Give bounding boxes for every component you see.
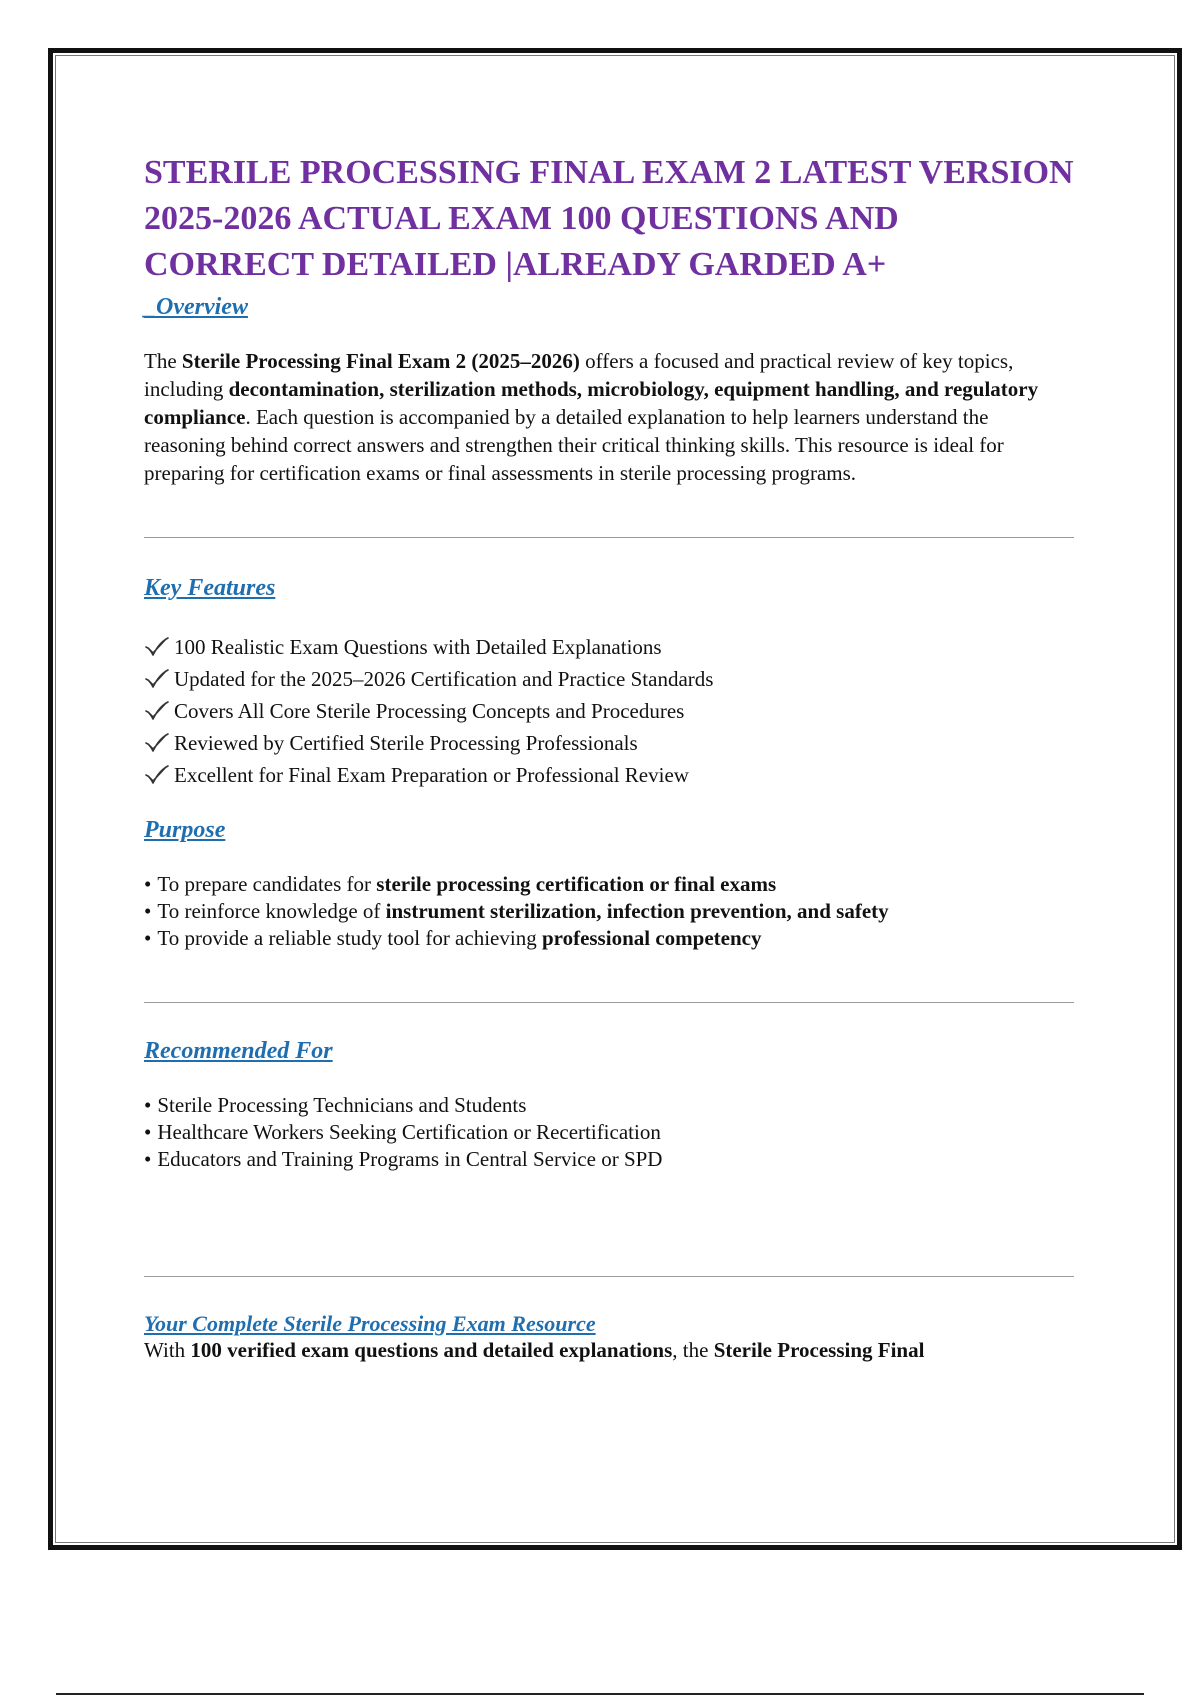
recommended-item	[144, 1146, 1074, 1173]
purpose-item	[144, 925, 1074, 952]
resource-heading: Your Complete Sterile Processing Exam Resource	[144, 1311, 596, 1336]
section-divider	[144, 1002, 1074, 1003]
resource-text: With	[144, 1338, 191, 1362]
recommended-text: Sterile Processing Technicians and Students	[157, 1093, 527, 1117]
check-icon	[144, 732, 170, 754]
key-features-heading: Key Features	[144, 575, 276, 601]
purpose-bold: sterile processing certification or final exams	[376, 872, 777, 896]
bullet-icon: •	[144, 1147, 152, 1171]
feature-text: 100 Realistic Exam Questions with Detailed Explanations	[174, 635, 662, 659]
resource-bold: 100 verified exam questions and detailed explanations	[190, 1338, 673, 1362]
recommended-for-heading: Recommended For	[144, 1038, 333, 1064]
purpose-list	[144, 871, 1074, 952]
key-features-list	[144, 631, 1074, 791]
purpose-bold: professional competency	[541, 926, 762, 950]
recommended-text: Healthcare Workers Seeking Certification or Recertification	[157, 1120, 661, 1144]
feature-item	[144, 727, 1074, 759]
bullet-icon: •	[144, 1093, 152, 1117]
check-icon	[144, 636, 170, 658]
bullet-icon: •	[144, 872, 152, 896]
overview-heading-prefix: _	[144, 294, 156, 320]
purpose-heading: Purpose	[144, 817, 226, 843]
feature-item	[144, 695, 1074, 727]
resource-bold: Sterile Processing Final	[713, 1338, 925, 1362]
feature-text: Reviewed by Certified Sterile Processing Professionals	[174, 731, 638, 755]
recommended-for-list	[144, 1092, 1074, 1173]
purpose-bold: instrument sterilization, infection prevention, and safety	[385, 899, 889, 923]
bullet-icon: •	[144, 926, 152, 950]
overview-heading-text: Overview	[156, 294, 248, 320]
recommended-text: Educators and Training Programs in Central Service or SPD	[157, 1147, 663, 1171]
feature-text: Updated for the 2025–2026 Certification and Practice Standards	[174, 667, 714, 691]
resource-paragraph	[144, 1337, 1074, 1363]
page-bottom-rule	[56, 1693, 1144, 1695]
overview-bold-topics: decontamination, sterilization methods, microbiology, equipment handling, and regulatory compliance	[144, 377, 1039, 429]
purpose-text: To reinforce knowledge of	[157, 899, 386, 923]
section-divider	[144, 537, 1074, 538]
feature-item	[144, 759, 1074, 791]
purpose-text: To prepare candidates for	[157, 872, 377, 896]
purpose-text: To provide a reliable study tool for achieving	[157, 926, 542, 950]
feature-text: Excellent for Final Exam Preparation or Professional Review	[174, 763, 689, 787]
feature-text: Covers All Core Sterile Processing Concepts and Procedures	[174, 699, 685, 723]
section-divider	[144, 1276, 1074, 1277]
check-icon	[144, 764, 170, 786]
document-title: STERILE PROCESSING FINAL EXAM 2 LATEST VERSION 2025-2026 ACTUAL EXAM 100 QUESTIONS AND CORRECT DETAILED |ALREADY GARDED A+	[144, 154, 1074, 283]
overview-text: . Each question is accompanied by a detailed explanation to help learners understand the reasoning behind correct answers and strengthen their critical thinking skills. This resource is ideal for preparing for certification exams or final assessments in sterile processing programs.	[144, 405, 1004, 485]
purpose-item	[144, 871, 1074, 898]
overview-bold-title: Sterile Processing Final Exam 2 (2025–2026)	[181, 349, 580, 373]
bullet-icon: •	[144, 1120, 152, 1144]
check-icon	[144, 700, 170, 722]
overview-text: The	[144, 349, 182, 373]
overview-text: offers a focused and practical review of key topics, including	[144, 349, 1014, 401]
overview-heading	[144, 292, 1074, 322]
document-body	[144, 150, 1074, 1363]
purpose-item	[144, 898, 1074, 925]
resource-text: , the	[672, 1338, 714, 1362]
feature-item	[144, 663, 1074, 695]
overview-paragraph	[144, 347, 1074, 487]
check-icon	[144, 668, 170, 690]
bullet-icon: •	[144, 899, 152, 923]
feature-item	[144, 631, 1074, 663]
recommended-item	[144, 1092, 1074, 1119]
recommended-item	[144, 1119, 1074, 1146]
